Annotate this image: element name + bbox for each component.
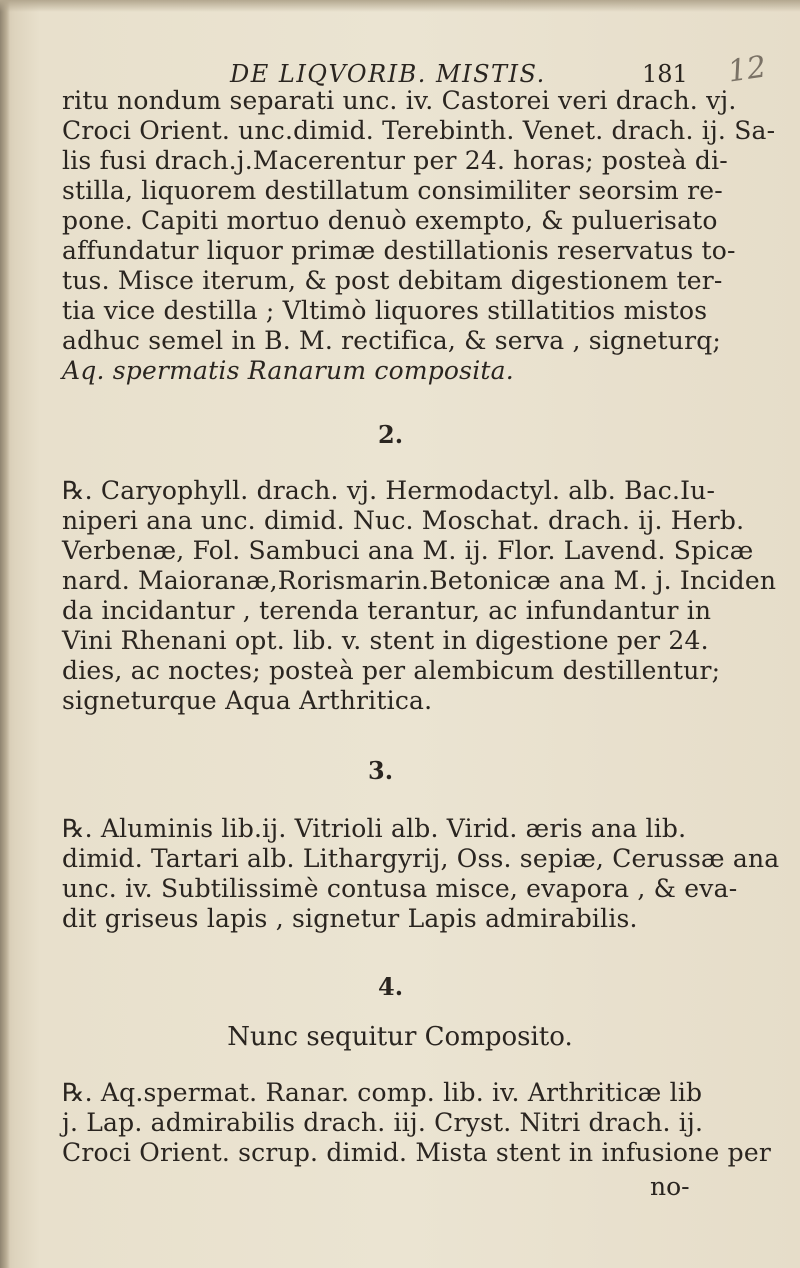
running-title: DE LIQVORIB. MISTIS. — [230, 60, 546, 88]
text-line: Croci Orient. scrup. dimid. Mista stent in infusione per — [62, 1138, 771, 1167]
text-line: stilla, liquorem destillatum consimiliter seorsim re- — [62, 176, 723, 205]
text-line: affundatur liquor primæ destillationis reservatus to- — [62, 236, 736, 265]
text-line: da incidantur , terenda terantur, ac infundantur in — [62, 596, 712, 625]
text-line: tia vice destilla ; Vltimò liquores stillatitios mistos — [62, 296, 708, 325]
margin-note: 12 — [725, 49, 769, 90]
text-line: niperi ana unc. dimid. Nuc. Moschat. drach. ij. Herb. — [62, 506, 745, 535]
text-line: nard. Maioranæ,Rorismarin.Betonicæ ana M. j. Inciden — [62, 566, 777, 595]
text-line: Vini Rhenani opt. lib. v. stent in digestione per 24. — [62, 626, 709, 655]
text-line: ℞. Caryophyll. drach. vj. Hermodactyl. alb. Bac.Iu- — [62, 476, 716, 505]
recipe-number: 3. — [368, 756, 394, 785]
text-line: dit griseus lapis , signetur Lapis admirabilis. — [62, 904, 638, 933]
page-top-shadow — [0, 0, 800, 12]
text-line: dies, ac noctes; posteà per alembicum destillentur; — [62, 656, 721, 685]
text-line: lis fusi drach.j.Macerentur per 24. horas; posteà di- — [62, 146, 728, 175]
text-line: pone. Capiti mortuo denuò exempto, & puluerisato — [62, 206, 718, 235]
catchword: no- — [650, 1172, 690, 1201]
text-line: Verbenæ, Fol. Sambuci ana M. ij. Flor. Lavend. Spicæ — [62, 536, 754, 565]
text-line: ritu nondum separati unc. iv. Castorei veri drach. vj. — [62, 86, 737, 115]
text-line: unc. iv. Subtilissimè contusa misce, evapora , & eva- — [62, 874, 738, 903]
page-number: 181 — [642, 60, 688, 88]
text-line: dimid. Tartari alb. Lithargyrij, Oss. sepiæ, Cerussæ ana — [62, 844, 780, 873]
page-binding-edge — [0, 0, 10, 1268]
recipe-number: 4. — [378, 972, 404, 1001]
section-heading: Nunc sequitur Composito. — [227, 1022, 573, 1052]
text-line: ℞. Aluminis lib.ij. Vitrioli alb. Virid. æris ana lib. — [62, 814, 687, 843]
text-line: ℞. Aq.spermat. Ranar. comp. lib. iv. Arthriticæ lib — [62, 1078, 703, 1107]
recipe-number: 2. — [378, 420, 404, 449]
text-line: j. Lap. admirabilis drach. iij. Cryst. Nitri drach. ij. — [62, 1108, 704, 1137]
text-line: tus. Misce iterum, & post debitam digestionem ter- — [62, 266, 723, 295]
text-line: Aq. spermatis Ranarum composita. — [62, 356, 514, 385]
text-line: Croci Orient. unc.dimid. Terebinth. Venet. drach. ij. Sa- — [62, 116, 776, 145]
text-line: adhuc semel in B. M. rectifica, & serva , signeturq; — [62, 326, 722, 355]
text-line: signeturque Aqua Arthritica. — [62, 686, 433, 715]
